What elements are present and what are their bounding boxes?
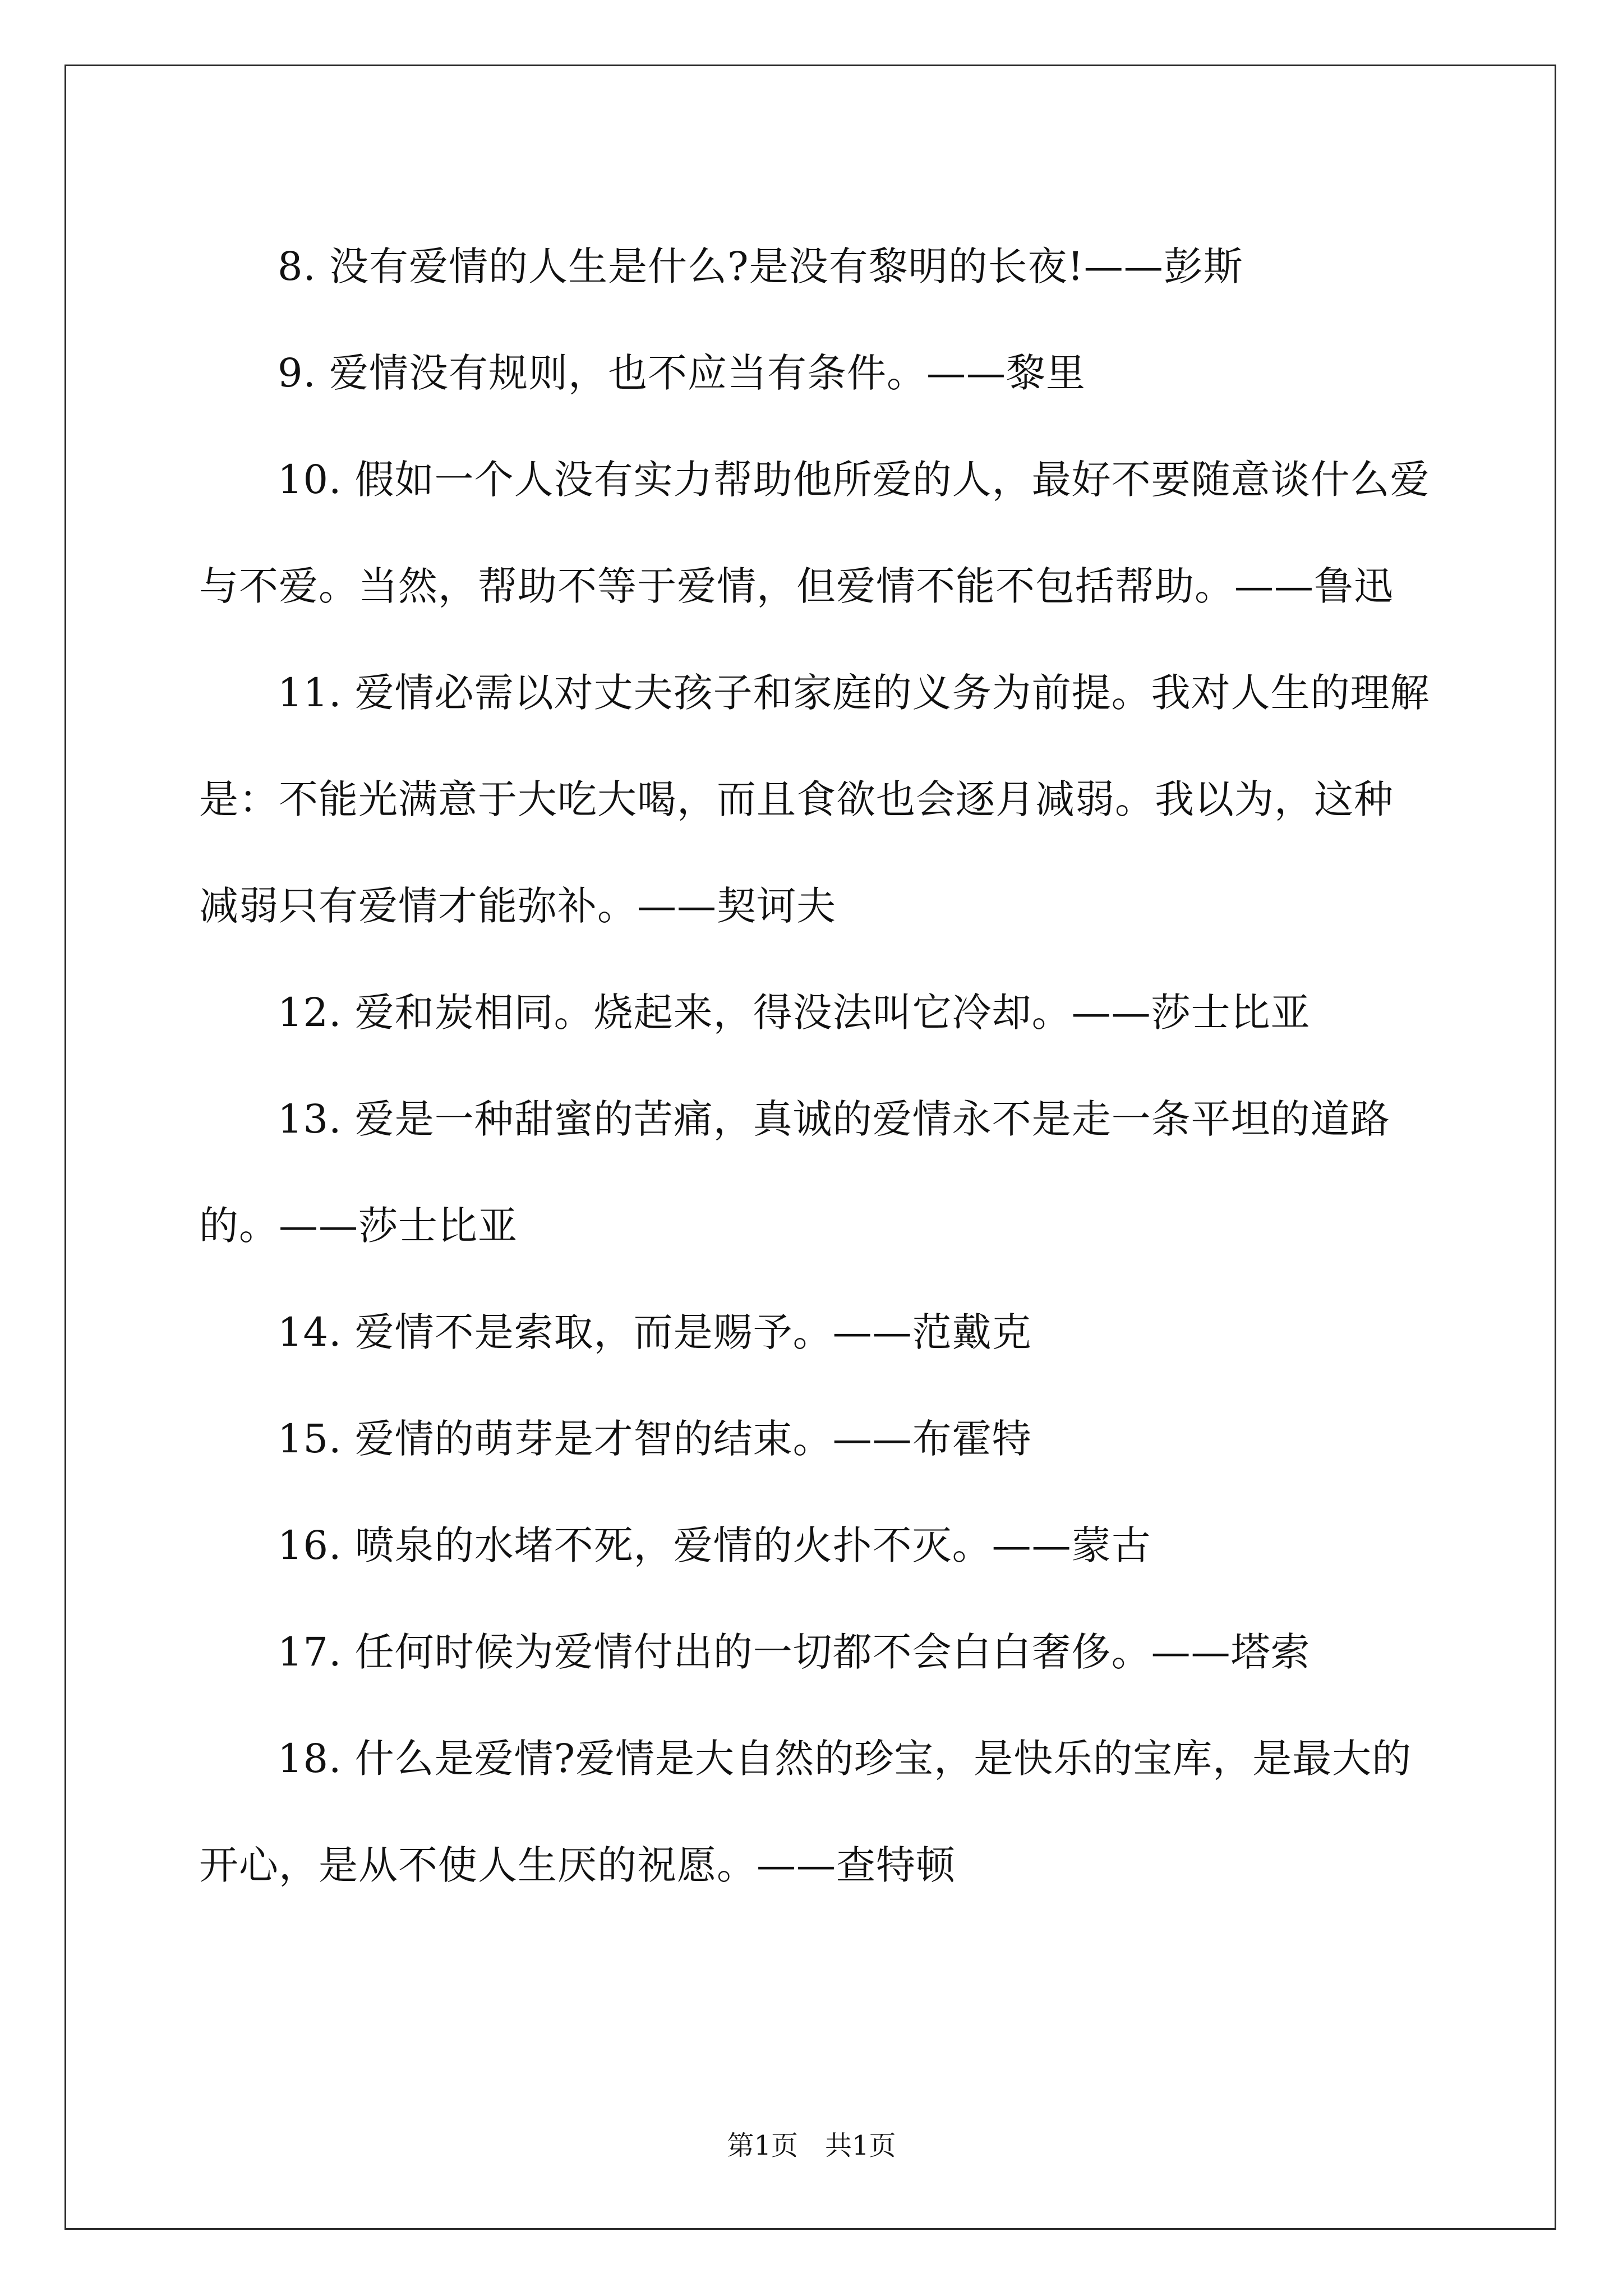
quote-paragraph-12: 12. 爱和炭相同。烧起来，得没法叫它冷却。——莎士比亚 xyxy=(278,990,1311,1036)
quote-paragraph-13: 13. 爱是一种甜蜜的苦痛，真诚的爱情永不是走一条平坦的道路的。——莎士比亚 xyxy=(199,1096,1390,1249)
quote-paragraph-14: 14. 爱情不是索取，而是赐予。——范戴克 xyxy=(278,1309,1032,1355)
quote-paragraph-17: 17. 任何时候为爱情付出的一切都不会白白奢侈。——塔索 xyxy=(278,1629,1311,1675)
document-body xyxy=(199,213,1433,1918)
quote-paragraph-8: 8. 没有爱情的人生是什么?是没有黎明的长夜!——彭斯 xyxy=(278,243,1243,289)
quote-paragraph-11: 11. 爱情必需以对丈夫孩子和家庭的义务为前提。我对人生的理解是：不能光满意于大吃大喝，而且食欲也会逐月减弱。我以为，这种减弱只有爱情才能弥补。——契诃夫 xyxy=(199,670,1430,929)
quote-paragraph-10: 10. 假如一个人没有实力帮助他所爱的人，最好不要随意谈什么爱与不爱。当然，帮助不等于爱情，但爱情不能不包括帮助。——鲁迅 xyxy=(199,457,1430,609)
quote-paragraph-16: 16. 喷泉的水堵不死，爱情的火扑不灭。——蒙古 xyxy=(278,1522,1151,1568)
quote-paragraph-18: 18. 什么是爱情?爱情是大自然的珍宝，是快乐的宝库，是最大的开心，是从不使人生厌的祝愿。——查特顿 xyxy=(199,1736,1412,1888)
quote-paragraph-9: 9. 爱情没有规则，也不应当有条件。——黎里 xyxy=(278,350,1086,396)
quote-paragraph-15: 15. 爱情的萌芽是才智的结束。——布霍特 xyxy=(278,1416,1032,1462)
page-number-footer: 第1页 共1页 xyxy=(727,2130,896,2161)
